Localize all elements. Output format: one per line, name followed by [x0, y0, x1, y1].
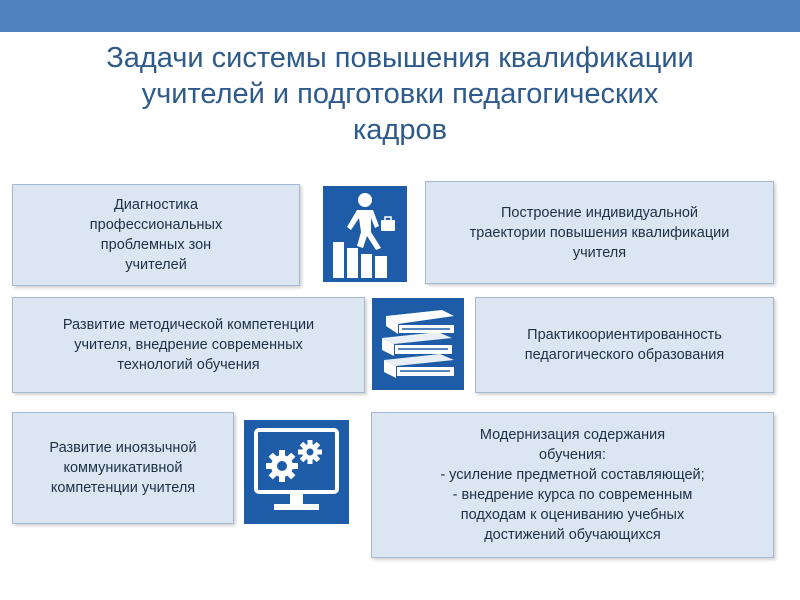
- person-climbing-steps-icon: [323, 186, 407, 282]
- monitor-gears-icon: [244, 420, 349, 524]
- box-practice: Практикоориентированность педагогического образования: [475, 297, 774, 393]
- slide-title: Задачи системы повышения квалификации учителей и подготовки педагогических кадров: [106, 42, 694, 146]
- box-foreign-language: Развитие иноязычной коммуникативной компетенции учителя: [12, 412, 234, 524]
- books-stack-icon: [372, 298, 464, 390]
- top-banner: [0, 0, 800, 32]
- box-methodical: Развитие методической компетенции учителя, внедрение современных технологий обучения: [12, 297, 365, 393]
- box-modernization: Модернизация содержания обучения: - усиление предметной составляющей; - внедрение курса по современным подходам к оцениванию учебных достижений обучающихся: [371, 412, 774, 558]
- box-trajectory: Построение индивидуальной траектории повышения квалификации учителя: [425, 181, 774, 284]
- box-diagnostics: Диагностика профессиональных проблемных зон учителей: [12, 184, 300, 286]
